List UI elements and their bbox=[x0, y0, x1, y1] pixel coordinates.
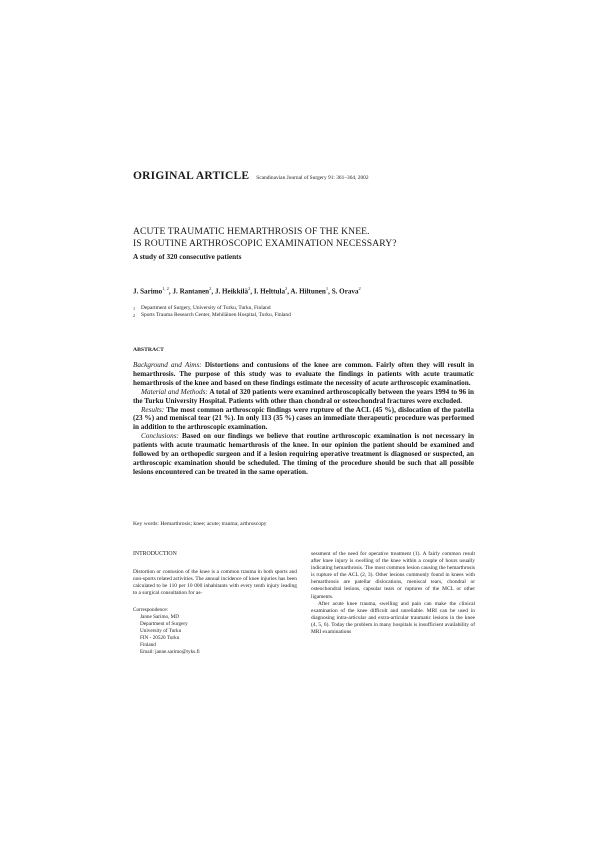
author-name: J. Rantanen bbox=[172, 287, 210, 296]
author-name: A. Hiltunen bbox=[290, 287, 326, 296]
abstract-heading: ABSTRACT bbox=[133, 347, 164, 353]
author-affil-mark: 2 bbox=[248, 286, 251, 291]
introduction-paragraph: sessment of the need for operative treatment (1). A fairly common result after knee injury is swelling of the knee within a couple of hours usually indicating hemarthrosis. The most common lesion causing the hemarthrosis is rupture of the ACL (2, 3). Other lesions commonly found in knees with hemarthrosis are patellar dislocations, meniscal tears, chondral or osteochondral lesions, capsular tears or ruptures of the MCL or other ligaments. bbox=[311, 551, 475, 600]
correspondence-email: Email: janne.sarimo@tyks.fi bbox=[140, 648, 200, 655]
author-affil-mark: 2 bbox=[209, 286, 212, 291]
correspondence-line: University of Turku bbox=[140, 628, 182, 634]
author-affil-mark: 2 bbox=[285, 286, 288, 291]
introduction-heading: INTRODUCTION bbox=[133, 551, 177, 557]
right-column bbox=[311, 551, 475, 636]
introduction-paragraph: After acute knee trauma, swelling and pain can make the clinical examination of the knee difficult and unreliable. MRI can be used in diagnosing intra-articular and extra-articular traumatic lesions in the knee (4, 5, 6). Today the problem in many hospitals is insufficient availability of MRI examinations bbox=[311, 600, 475, 636]
abstract-methods-text: A total of 320 patients were examined arthroscopically between the years 1994 to 96 in the Turku University Hospital. Patients with other than chondral or osteochondral fractures were excluded. bbox=[133, 387, 474, 405]
abstract-results-lead: Results: bbox=[141, 405, 165, 414]
author-name: I. Helttula bbox=[253, 287, 285, 296]
title-line-1: ACUTE TRAUMATIC HEMARTHROSIS OF THE KNEE. bbox=[133, 226, 370, 237]
author-name: S. Orava bbox=[331, 287, 359, 296]
abstract-conclusions-lead: Conclusions: bbox=[141, 432, 179, 441]
author-affil-mark: 2 bbox=[358, 286, 361, 291]
affiliation-text: Department of Surgery, University of Turku, Turku, Finland bbox=[141, 305, 271, 311]
affiliation-item bbox=[133, 312, 291, 319]
abstract-results-text: The most common arthroscopic findings were rupture of the ACL (45 %), dislocation of the patella (23 %) and meniscal tear (21 %). In only 113 (35 %) cases an immediate therapeutic procedure was performed in addition to the arthroscopic examination. bbox=[133, 405, 475, 432]
correspondence-line: Department of Surgery bbox=[140, 621, 188, 628]
abstract-results bbox=[133, 406, 474, 433]
correspondence-line: Finland bbox=[140, 641, 156, 648]
abstract-background-lead: Background and Aims: bbox=[133, 361, 202, 369]
abstract-body bbox=[133, 361, 474, 477]
affiliation-list bbox=[133, 305, 291, 319]
correspondence-line: Janne Sarimo, MD bbox=[140, 614, 180, 621]
article-title bbox=[133, 226, 483, 249]
author-affil-mark: 1 bbox=[325, 286, 329, 291]
correspondence-line: FIN - 20520 Turku bbox=[140, 634, 180, 641]
affiliation-number: 1 bbox=[133, 306, 136, 311]
journal-citation: Scandinavian Journal of Surgery 91: 361–364, 2002 bbox=[256, 175, 369, 181]
author-name: J. Heikkilä bbox=[214, 287, 249, 296]
abstract-methods-lead: Material and Methods: bbox=[141, 387, 208, 396]
article-subtitle: A study of 320 consecutive patients bbox=[133, 252, 242, 261]
abstract-conclusions bbox=[133, 432, 474, 477]
affiliation-text: Sports Trauma Research Center, Mehiläinen Hospital, Turku, Finland bbox=[141, 312, 291, 319]
left-column bbox=[133, 551, 297, 655]
abstract-background-text: Distortions and contusions of the knee are common. Fairly often they will result in hemarthrosis. The purpose of this study was to evaluate the findings in patients with acute traumatic hemarthrosis of the knee and based on these findings estimate the necessity of acute arthroscopic examination. bbox=[133, 361, 475, 387]
article-header bbox=[133, 166, 473, 184]
introduction-paragraph: Distortion or contusion of the knee is a common trauma in both sports and non-sports related activities. The annual incidence of knee injuries has been calculated to be 110 per 10 000 inhabitants with every tenth injury leading to a surgical consultation for as- bbox=[133, 569, 297, 597]
author-list: J. Sarimo$^{1, 2}$, J. Rantanen$^2$, J. Heikkilä$^2$, I. Helttula$^2$, A. Hiltunen$^1$, S. Orava$^2$ bbox=[133, 286, 361, 296]
correspondence-block bbox=[133, 607, 297, 655]
author-affil-mark: 1, 2 bbox=[162, 286, 169, 291]
affiliation-item bbox=[133, 305, 291, 312]
keywords: Key words: Hemarthrosis; knee; acute; trauma; arthroscopy bbox=[133, 521, 267, 527]
title-line-2: IS ROUTINE ARTHROSCOPIC EXAMINATION NECESSARY? bbox=[133, 237, 397, 249]
correspondence-heading: Correspondence: bbox=[133, 607, 169, 614]
abstract-conclusions-text: Based on our findings we believe that routine arthroscopic examination is not necessary in patients with acute traumatic hemarthrosis of the knee. In our opinion the patient should be examined and followed by an orthopedic surgeon and if a lesion requiring operative treatment is diagnosed or suspected, an arthroscopic examination should be scheduled. The timing of the procedure should be such that all possible lesions encountered can be treated in the same operation. bbox=[133, 432, 475, 476]
abstract-background bbox=[133, 361, 474, 388]
abstract-methods bbox=[133, 388, 474, 406]
affiliation-number: 2 bbox=[133, 313, 136, 319]
author-name: J. Sarimo bbox=[133, 287, 163, 296]
article-type-label: ORIGINAL ARTICLE bbox=[133, 170, 250, 182]
